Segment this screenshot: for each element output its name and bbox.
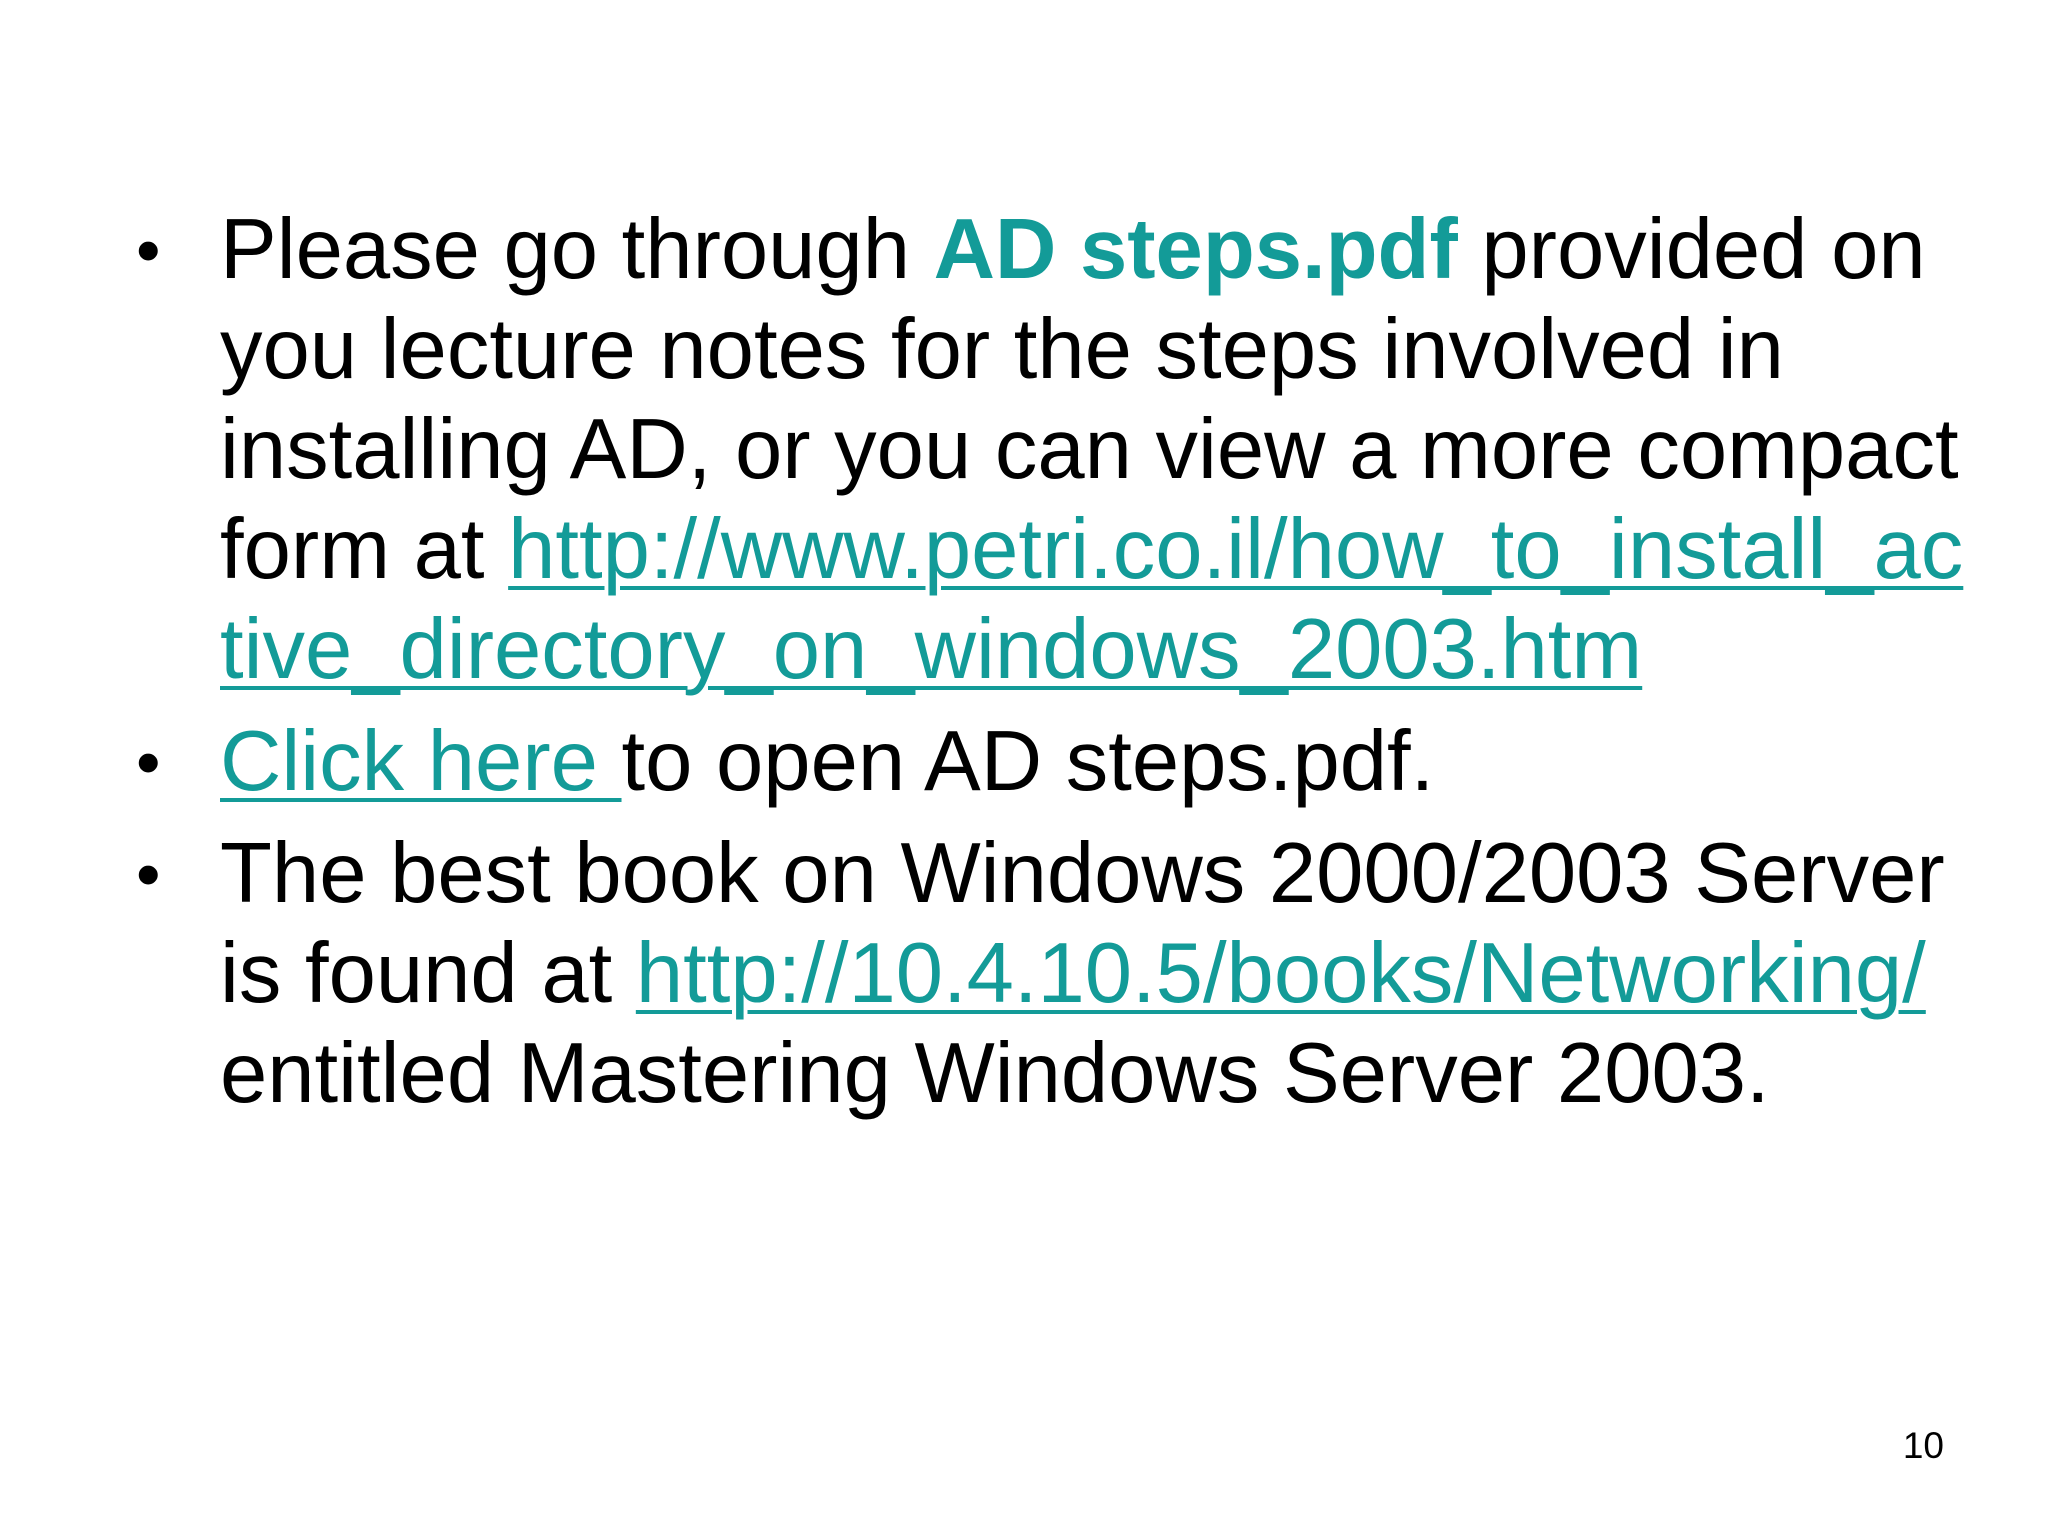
bullet-text: Please go through [220, 202, 934, 297]
bullet-text: provided on you lecture notes for the steps involved in installing AD, or you can view a more compact form at [220, 202, 1959, 597]
petri-link[interactable]: http://www.petri.co.il/how_to_install_active_directory_on_windows_2003.htm [220, 502, 1964, 697]
ad-steps-emphasis: AD steps.pdf [933, 202, 1458, 297]
bullet-text: to open AD steps.pdf. [621, 714, 1435, 809]
page-number: 10 [1902, 1425, 1944, 1466]
bullet-item-click-here [136, 712, 1966, 812]
bullet-text: entitled Mastering Windows Server 2003. [220, 1026, 1770, 1121]
bullet-icon: • [136, 211, 161, 289]
bullet-item-ad-steps [136, 200, 1966, 700]
bullet-text: The best book on Windows 2000/2003 Server is found at [220, 826, 1945, 1021]
click-here-link[interactable]: Click here [220, 714, 622, 809]
bullet-list [136, 200, 1966, 1136]
bullet-icon: • [136, 835, 161, 913]
books-networking-link[interactable]: http://10.4.10.5/books/Networking/ [635, 926, 1926, 1021]
bullet-item-best-book [136, 824, 1966, 1124]
bullet-icon: • [136, 723, 161, 801]
